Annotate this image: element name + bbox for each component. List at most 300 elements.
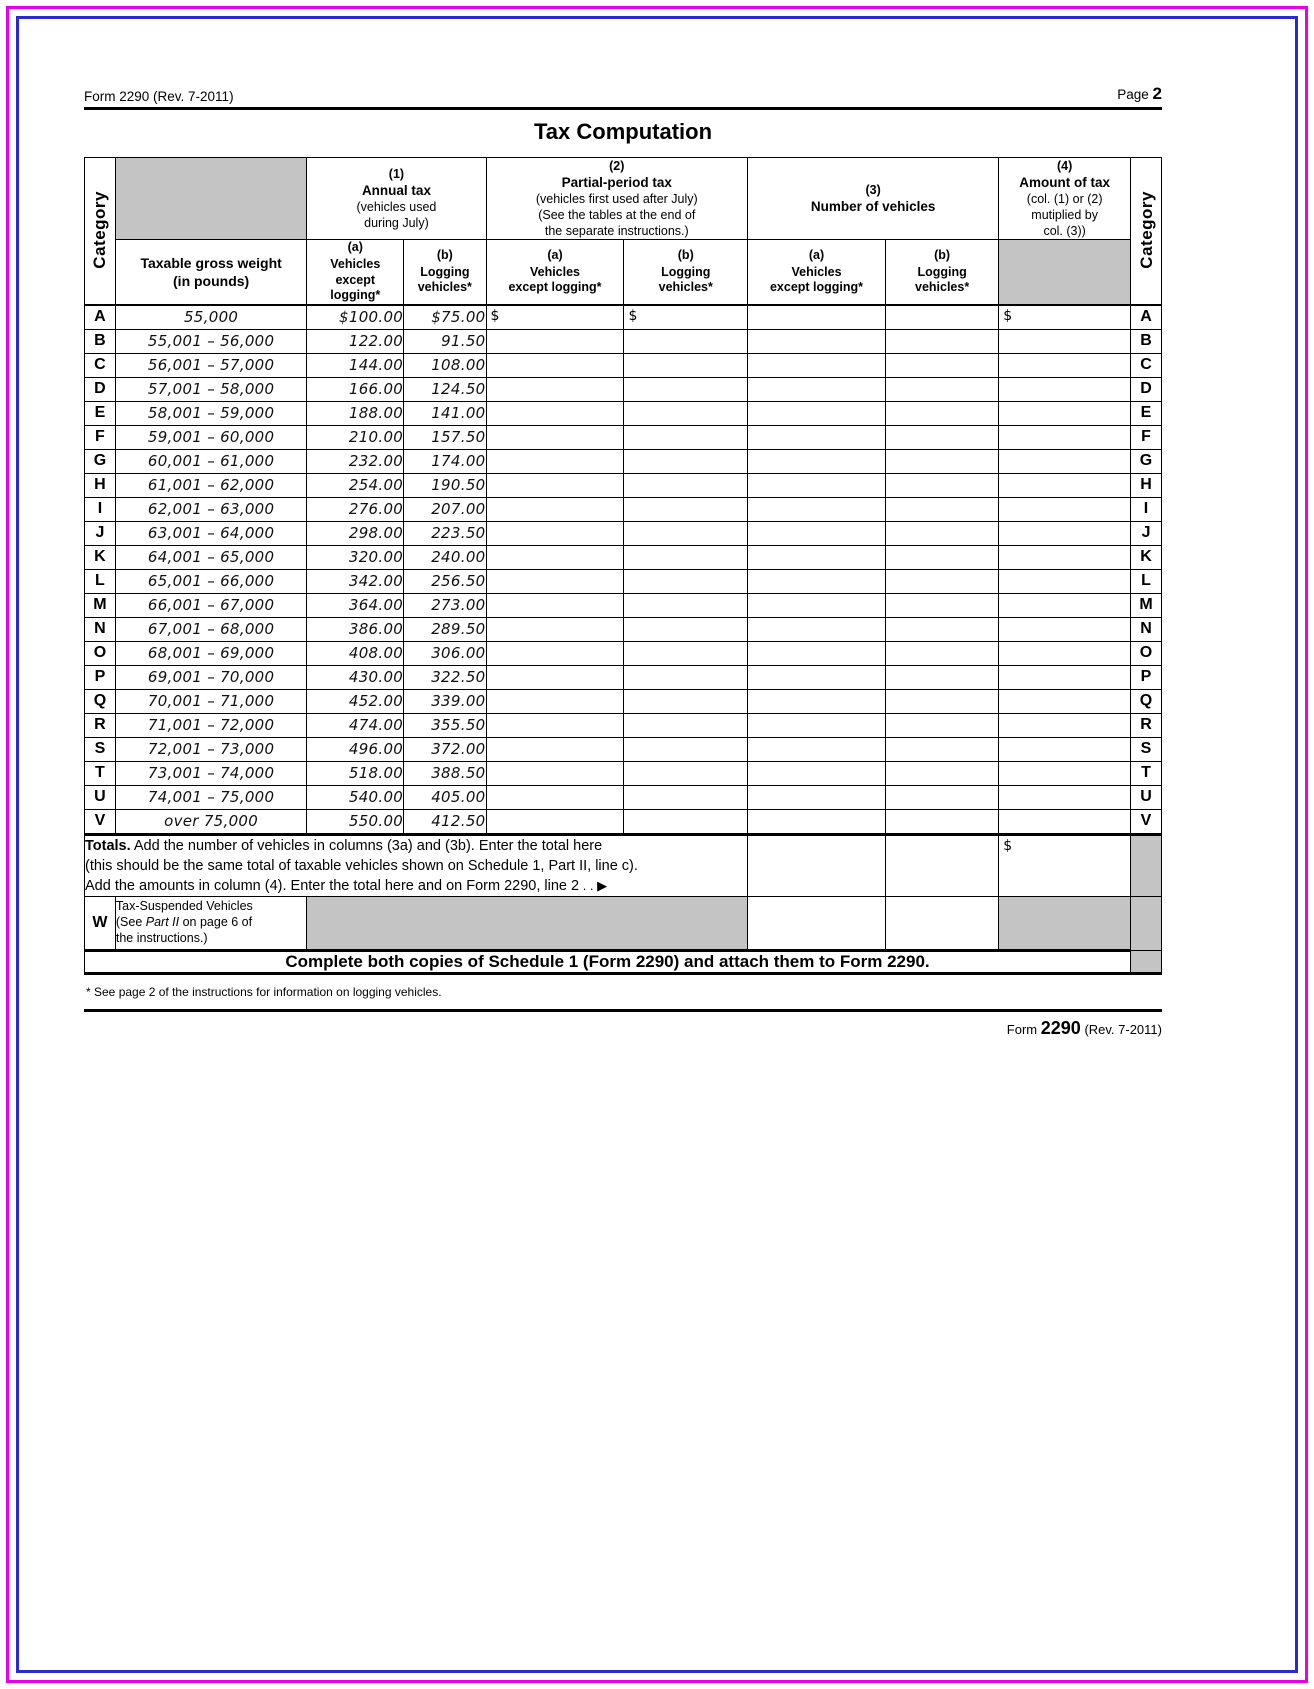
taxable-gross-weight-cell: 55,000 [115, 305, 307, 330]
category-cell-left: D [85, 377, 116, 401]
partial-period-logging-input[interactable] [624, 377, 748, 401]
annual-tax-except-logging-cell: 254.00 [307, 473, 404, 497]
partial-period-except-logging-input[interactable] [486, 593, 624, 617]
annual-tax-logging-cell: 141.00 [404, 401, 486, 425]
number-vehicles-except-logging-input[interactable] [748, 761, 886, 785]
number-vehicles-logging-input[interactable] [885, 305, 998, 330]
number-vehicles-logging-input[interactable] [885, 809, 998, 834]
page-number: 2 [1152, 84, 1162, 103]
form-header [84, 84, 1162, 107]
table-row [85, 353, 1162, 377]
table-row [85, 785, 1162, 809]
category-cell-left: O [85, 641, 116, 665]
annual-tax-logging-cell: 355.50 [404, 713, 486, 737]
taxable-gross-weight-cell: 57,001 – 58,000 [115, 377, 307, 401]
dollar-sign-2a: $ [490, 307, 500, 324]
subheader-3b: (b) Logging vehicles* [885, 240, 998, 305]
number-vehicles-logging-input[interactable] [885, 617, 998, 641]
number-vehicles-logging-input[interactable] [885, 449, 998, 473]
category-cell-right: L [1131, 569, 1162, 593]
partial-period-except-logging-input[interactable] [486, 497, 624, 521]
amount-of-tax-input[interactable] [999, 641, 1131, 665]
subheader-2b: (b) Logging vehicles* [624, 240, 748, 305]
partial-period-except-logging-input[interactable] [486, 545, 624, 569]
subheader-3a: (a) Vehicles except logging* [748, 240, 886, 305]
annual-tax-logging-cell: 405.00 [404, 785, 486, 809]
partial-period-logging-input[interactable] [624, 713, 748, 737]
table-row [85, 761, 1162, 785]
partial-period-logging-input[interactable] [624, 761, 748, 785]
tax-computation-table [84, 157, 1162, 975]
taxable-gross-weight-cell: 55,001 – 56,000 [115, 329, 307, 353]
table-row [85, 425, 1162, 449]
logging-vehicles-footnote: * See page 2 of the instructions for information on logging vehicles. [86, 984, 442, 999]
form-content [84, 84, 1162, 1039]
partial-period-except-logging-input[interactable] [486, 305, 624, 330]
annual-tax-logging-cell: 190.50 [404, 473, 486, 497]
annual-tax-logging-cell: 339.00 [404, 689, 486, 713]
taxable-gross-weight-cell: 56,001 – 57,000 [115, 353, 307, 377]
number-vehicles-except-logging-input[interactable] [748, 617, 886, 641]
table-group-header-row [85, 158, 1162, 240]
taxable-gross-weight-cell: over 75,000 [115, 809, 307, 834]
taxable-gross-weight-cell: 70,001 – 71,000 [115, 689, 307, 713]
page-word: Page [1117, 87, 1149, 102]
category-cell-left: R [85, 713, 116, 737]
annual-tax-logging-cell: 91.50 [404, 329, 486, 353]
group-header-annual-tax: (1) Annual tax (vehicles used during July) [307, 158, 486, 240]
group-header-amount-of-tax: (4) Amount of tax (col. (1) or (2) mutiplied by col. (3)) [999, 158, 1131, 240]
category-cell-right: C [1131, 353, 1162, 377]
number-vehicles-except-logging-input[interactable] [748, 737, 886, 761]
partial-period-except-logging-input[interactable] [486, 689, 624, 713]
number-vehicles-except-logging-input[interactable] [748, 809, 886, 834]
number-vehicles-except-logging-input[interactable] [748, 305, 886, 330]
annual-tax-except-logging-cell: 518.00 [307, 761, 404, 785]
taxable-gross-weight-cell: 58,001 – 59,000 [115, 401, 307, 425]
tax-suspended-label: Tax-Suspended Vehicles (See Part II on page 6 of the instructions.) [115, 896, 307, 950]
category-cell-left: M [85, 593, 116, 617]
taxable-gross-weight-cell: 67,001 – 68,000 [115, 617, 307, 641]
amount-of-tax-input[interactable] [999, 737, 1131, 761]
number-vehicles-logging-input[interactable] [885, 641, 998, 665]
category-cell-right: H [1131, 473, 1162, 497]
category-cell-right: O [1131, 641, 1162, 665]
header-rule [84, 107, 1162, 110]
footer-form-number: 2290 [1040, 1017, 1081, 1038]
partial-period-except-logging-input[interactable] [486, 353, 624, 377]
category-cell-right: J [1131, 521, 1162, 545]
partial-period-except-logging-input[interactable] [486, 569, 624, 593]
partial-period-except-logging-input[interactable] [486, 737, 624, 761]
table-row [85, 713, 1162, 737]
amount-of-tax-input[interactable] [999, 689, 1131, 713]
amount-of-tax-input[interactable] [999, 305, 1131, 330]
annual-tax-except-logging-cell: 122.00 [307, 329, 404, 353]
annual-tax-except-logging-cell: 550.00 [307, 809, 404, 834]
taxable-gross-weight-cell: 64,001 – 65,000 [115, 545, 307, 569]
category-cell-right: M [1131, 593, 1162, 617]
totals-arrow-icon: ▶ [597, 877, 608, 893]
amount-of-tax-input[interactable] [999, 569, 1131, 593]
annual-tax-logging-cell: 256.50 [404, 569, 486, 593]
taxable-gross-weight-cell: 65,001 – 66,000 [115, 569, 307, 593]
category-cell-right: S [1131, 737, 1162, 761]
complete-note-row [85, 950, 1162, 973]
tax-suspended-shaded-mid [307, 896, 748, 950]
dollar-sign-2b: $ [628, 307, 638, 324]
taxable-gross-weight-cell: 66,001 – 67,000 [115, 593, 307, 617]
annual-tax-except-logging-cell: 188.00 [307, 401, 404, 425]
taxable-gross-weight-cell: 63,001 – 64,000 [115, 521, 307, 545]
category-cell-right: A [1131, 305, 1162, 330]
annual-tax-except-logging-cell: 430.00 [307, 665, 404, 689]
complete-copies-note: Complete both copies of Schedule 1 (Form 2290) and attach them to Form 2290. [85, 950, 1131, 973]
number-vehicles-except-logging-input[interactable] [748, 353, 886, 377]
taxable-gross-weight-header: Taxable gross weight (in pounds) [115, 240, 307, 305]
annual-tax-logging-cell: 273.00 [404, 593, 486, 617]
annual-tax-except-logging-cell: 166.00 [307, 377, 404, 401]
category-cell-left: G [85, 449, 116, 473]
partial-period-except-logging-input[interactable] [486, 401, 624, 425]
number-vehicles-logging-input[interactable] [885, 593, 998, 617]
number-vehicles-logging-input[interactable] [885, 401, 998, 425]
table-row [85, 305, 1162, 330]
totals-line2: (this should be the same total of taxable vehicles shown on Schedule 1, Part II, line c). [85, 857, 638, 874]
annual-tax-except-logging-cell: 232.00 [307, 449, 404, 473]
annual-tax-logging-cell: 157.50 [404, 425, 486, 449]
category-cell-right: P [1131, 665, 1162, 689]
number-vehicles-logging-input[interactable] [885, 761, 998, 785]
partial-period-logging-input[interactable] [624, 689, 748, 713]
partial-period-except-logging-input[interactable] [486, 329, 624, 353]
table-row [85, 593, 1162, 617]
partial-period-logging-input[interactable] [624, 521, 748, 545]
amount-of-tax-input[interactable] [999, 593, 1131, 617]
taxable-gross-weight-cell: 72,001 – 73,000 [115, 737, 307, 761]
totals-shaded-right [1131, 834, 1162, 896]
partial-period-logging-input[interactable] [624, 593, 748, 617]
number-vehicles-logging-input[interactable] [885, 545, 998, 569]
number-vehicles-logging-input[interactable] [885, 569, 998, 593]
taxable-gross-weight-cell: 59,001 – 60,000 [115, 425, 307, 449]
category-cell-left: H [85, 473, 116, 497]
partial-period-logging-input[interactable] [624, 545, 748, 569]
amount-of-tax-input[interactable] [999, 521, 1131, 545]
category-cell-right: R [1131, 713, 1162, 737]
amount-of-tax-input[interactable] [999, 401, 1131, 425]
annual-tax-except-logging-cell: $100.00 [307, 305, 404, 330]
taxable-gross-weight-cell: 71,001 – 72,000 [115, 713, 307, 737]
partial-period-except-logging-input[interactable] [486, 617, 624, 641]
partial-period-logging-input[interactable] [624, 401, 748, 425]
number-vehicles-except-logging-input[interactable] [748, 521, 886, 545]
category-cell-right: D [1131, 377, 1162, 401]
category-cell-right: B [1131, 329, 1162, 353]
number-vehicles-logging-input[interactable] [885, 737, 998, 761]
category-cell-left: Q [85, 689, 116, 713]
page-title: Tax Computation [533, 119, 713, 144]
partial-period-except-logging-input[interactable] [486, 641, 624, 665]
number-vehicles-logging-input[interactable] [885, 329, 998, 353]
number-vehicles-logging-input[interactable] [885, 521, 998, 545]
group-header-number-of-vehicles: (3) Number of vehicles [748, 158, 999, 240]
table-row [85, 329, 1162, 353]
amount-of-tax-input[interactable] [999, 329, 1131, 353]
footer-form-rev: (Rev. 7-2011) [1084, 1021, 1162, 1037]
page-indicator [1117, 84, 1162, 104]
category-cell-right: K [1131, 545, 1162, 569]
form-id-label: Form 2290 (Rev. 7-2011) [84, 89, 234, 104]
dollar-sign-4: $ [1003, 307, 1013, 324]
category-cell-left: J [85, 521, 116, 545]
partial-period-except-logging-input[interactable] [486, 473, 624, 497]
partial-period-logging-input[interactable] [624, 353, 748, 377]
form-sheet [28, 28, 1286, 1661]
amount-of-tax-input[interactable] [999, 761, 1131, 785]
partial-period-except-logging-input[interactable] [486, 665, 624, 689]
number-vehicles-logging-input[interactable] [885, 785, 998, 809]
table-row [85, 617, 1162, 641]
partial-period-logging-input[interactable] [624, 473, 748, 497]
amount-of-tax-input[interactable] [999, 713, 1131, 737]
totals-line3: Add the amounts in column (4). Enter the total here and on Form 2290, line 2 [85, 877, 580, 894]
table-row [85, 641, 1162, 665]
table-row [85, 449, 1162, 473]
amount-of-tax-input[interactable] [999, 473, 1131, 497]
annual-tax-except-logging-cell: 364.00 [307, 593, 404, 617]
category-cell-left: P [85, 665, 116, 689]
taxable-gross-weight-cell: 61,001 – 62,000 [115, 473, 307, 497]
category-cell-left: C [85, 353, 116, 377]
annual-tax-logging-cell: 223.50 [404, 521, 486, 545]
number-vehicles-logging-input[interactable] [885, 497, 998, 521]
table-row [85, 521, 1162, 545]
tax-suspended-row [85, 896, 1162, 950]
annual-tax-except-logging-cell: 276.00 [307, 497, 404, 521]
subheader-1b: (b) Logging vehicles* [404, 240, 486, 305]
category-cell-left: B [85, 329, 116, 353]
annual-tax-logging-cell: 240.00 [404, 545, 486, 569]
totals-row [85, 834, 1162, 896]
amount-of-tax-input[interactable] [999, 377, 1131, 401]
partial-period-logging-input[interactable] [624, 305, 748, 330]
category-cell-left: L [85, 569, 116, 593]
number-vehicles-except-logging-input[interactable] [748, 425, 886, 449]
tax-suspended-shaded-col4 [999, 896, 1131, 950]
amount-of-tax-input[interactable] [999, 353, 1131, 377]
partial-period-logging-input[interactable] [624, 497, 748, 521]
partial-period-logging-input[interactable] [624, 665, 748, 689]
table-row [85, 665, 1162, 689]
totals-instructions [85, 834, 748, 896]
number-vehicles-except-logging-input[interactable] [748, 689, 886, 713]
taxable-gross-weight-cell: 73,001 – 74,000 [115, 761, 307, 785]
tax-suspended-input-3b[interactable] [885, 896, 998, 950]
partial-period-logging-input[interactable] [624, 785, 748, 809]
header-blank-shaded-left [115, 158, 307, 240]
category-cell-left: F [85, 425, 116, 449]
partial-period-except-logging-input[interactable] [486, 425, 624, 449]
annual-tax-except-logging-cell: 540.00 [307, 785, 404, 809]
header-blank-shaded-right [999, 240, 1131, 305]
annual-tax-except-logging-cell: 144.00 [307, 353, 404, 377]
amount-of-tax-input[interactable] [999, 497, 1131, 521]
number-vehicles-logging-input[interactable] [885, 713, 998, 737]
partial-period-except-logging-input[interactable] [486, 761, 624, 785]
category-cell-right: I [1131, 497, 1162, 521]
category-cell-right: V [1131, 809, 1162, 834]
annual-tax-except-logging-cell: 342.00 [307, 569, 404, 593]
annual-tax-except-logging-cell: 452.00 [307, 689, 404, 713]
taxable-gross-weight-cell: 69,001 – 70,000 [115, 665, 307, 689]
annual-tax-logging-cell: 207.00 [404, 497, 486, 521]
amount-of-tax-input[interactable] [999, 545, 1131, 569]
annual-tax-logging-cell: 322.50 [404, 665, 486, 689]
number-vehicles-logging-input[interactable] [885, 353, 998, 377]
annual-tax-logging-cell: 372.00 [404, 737, 486, 761]
taxable-gross-weight-cell: 68,001 – 69,000 [115, 641, 307, 665]
number-vehicles-logging-input[interactable] [885, 377, 998, 401]
partial-period-logging-input[interactable] [624, 737, 748, 761]
number-vehicles-except-logging-input[interactable] [748, 401, 886, 425]
number-vehicles-logging-input[interactable] [885, 425, 998, 449]
partial-period-logging-input[interactable] [624, 329, 748, 353]
footer-form-id [84, 1012, 1162, 1039]
category-cell-left: E [85, 401, 116, 425]
amount-of-tax-input[interactable] [999, 617, 1131, 641]
amount-of-tax-input[interactable] [999, 785, 1131, 809]
number-vehicles-except-logging-input[interactable] [748, 593, 886, 617]
number-vehicles-except-logging-input[interactable] [748, 497, 886, 521]
amount-of-tax-input[interactable] [999, 449, 1131, 473]
category-cell-right: N [1131, 617, 1162, 641]
annual-tax-except-logging-cell: 298.00 [307, 521, 404, 545]
partial-period-logging-input[interactable] [624, 641, 748, 665]
partial-period-except-logging-input[interactable] [486, 713, 624, 737]
number-vehicles-logging-input[interactable] [885, 473, 998, 497]
table-row [85, 497, 1162, 521]
category-cell-left: S [85, 737, 116, 761]
subheader-2a: (a) Vehicles except logging* [486, 240, 624, 305]
number-vehicles-except-logging-input[interactable] [748, 329, 886, 353]
category-header-right: Category [1131, 158, 1162, 305]
category-cell-left: N [85, 617, 116, 641]
partial-period-logging-input[interactable] [624, 569, 748, 593]
annual-tax-logging-cell: 388.50 [404, 761, 486, 785]
category-cell-left: A [85, 305, 116, 330]
partial-period-except-logging-input[interactable] [486, 785, 624, 809]
partial-period-logging-input[interactable] [624, 449, 748, 473]
annual-tax-except-logging-cell: 408.00 [307, 641, 404, 665]
number-vehicles-logging-input[interactable] [885, 665, 998, 689]
number-vehicles-except-logging-input[interactable] [748, 785, 886, 809]
category-cell-right: G [1131, 449, 1162, 473]
dollar-sign-totals: $ [1003, 837, 1013, 854]
totals-input-3a[interactable] [748, 834, 886, 896]
amount-of-tax-input[interactable] [999, 425, 1131, 449]
table-row [85, 545, 1162, 569]
number-vehicles-except-logging-input[interactable] [748, 641, 886, 665]
annual-tax-logging-cell: 108.00 [404, 353, 486, 377]
table-row [85, 809, 1162, 834]
number-vehicles-except-logging-input[interactable] [748, 665, 886, 689]
annual-tax-logging-cell: 174.00 [404, 449, 486, 473]
taxable-gross-weight-cell: 62,001 – 63,000 [115, 497, 307, 521]
category-cell-left: K [85, 545, 116, 569]
annual-tax-logging-cell: 289.50 [404, 617, 486, 641]
table-row [85, 689, 1162, 713]
number-vehicles-except-logging-input[interactable] [748, 713, 886, 737]
number-vehicles-logging-input[interactable] [885, 689, 998, 713]
category-header-left: Category [85, 158, 116, 305]
annual-tax-except-logging-cell: 386.00 [307, 617, 404, 641]
totals-label: Totals. [85, 837, 131, 854]
partial-period-logging-input[interactable] [624, 425, 748, 449]
amount-of-tax-input[interactable] [999, 809, 1131, 834]
number-vehicles-except-logging-input[interactable] [748, 569, 886, 593]
table-row [85, 737, 1162, 761]
tax-suspended-line2: (See Part II on page 6 of [115, 914, 253, 929]
category-cell-left: T [85, 761, 116, 785]
partial-period-except-logging-input[interactable] [486, 377, 624, 401]
annual-tax-except-logging-cell: 496.00 [307, 737, 404, 761]
totals-input-col4[interactable] [999, 834, 1131, 896]
taxable-gross-weight-cell: 60,001 – 61,000 [115, 449, 307, 473]
totals-line1: Add the number of vehicles in columns (3a) and (3b). Enter the total here [130, 837, 603, 854]
tax-suspended-input-3a[interactable] [748, 896, 886, 950]
totals-dots: . . [579, 877, 598, 893]
amount-of-tax-input[interactable] [999, 665, 1131, 689]
table-subheader-row [85, 240, 1162, 305]
annual-tax-except-logging-cell: 474.00 [307, 713, 404, 737]
category-cell-W: W [85, 896, 116, 950]
table-row [85, 377, 1162, 401]
table-row [85, 473, 1162, 497]
annual-tax-logging-cell: 412.50 [404, 809, 486, 834]
annual-tax-except-logging-cell: 320.00 [307, 545, 404, 569]
number-vehicles-except-logging-input[interactable] [748, 545, 886, 569]
group-header-partial-period-tax: (2) Partial-period tax (vehicles first used after July) (See the tables at the end of the separate instructions.) [486, 158, 748, 240]
category-cell-right: F [1131, 425, 1162, 449]
partial-period-except-logging-input[interactable] [486, 449, 624, 473]
category-cell-right: Q [1131, 689, 1162, 713]
category-cell-right: T [1131, 761, 1162, 785]
annual-tax-logging-cell: 306.00 [404, 641, 486, 665]
table-row [85, 569, 1162, 593]
tax-suspended-shaded-right [1131, 896, 1162, 950]
number-vehicles-except-logging-input[interactable] [748, 377, 886, 401]
number-vehicles-except-logging-input[interactable] [748, 473, 886, 497]
number-vehicles-except-logging-input[interactable] [748, 449, 886, 473]
partial-period-logging-input[interactable] [624, 617, 748, 641]
table-row [85, 401, 1162, 425]
subheader-1a: (a) Vehicles except logging* [307, 240, 404, 305]
footer-form-word: Form [1006, 1021, 1038, 1037]
category-cell-left: I [85, 497, 116, 521]
table-rows-body [85, 305, 1162, 835]
category-cell-right: U [1131, 785, 1162, 809]
category-cell-right: E [1131, 401, 1162, 425]
complete-note-shaded-right [1131, 950, 1162, 973]
partial-period-except-logging-input[interactable] [486, 521, 624, 545]
partial-period-logging-input[interactable] [624, 809, 748, 834]
totals-input-3b[interactable] [885, 834, 998, 896]
category-cell-left: U [85, 785, 116, 809]
annual-tax-logging-cell: 124.50 [404, 377, 486, 401]
annual-tax-except-logging-cell: 210.00 [307, 425, 404, 449]
partial-period-except-logging-input[interactable] [486, 809, 624, 834]
